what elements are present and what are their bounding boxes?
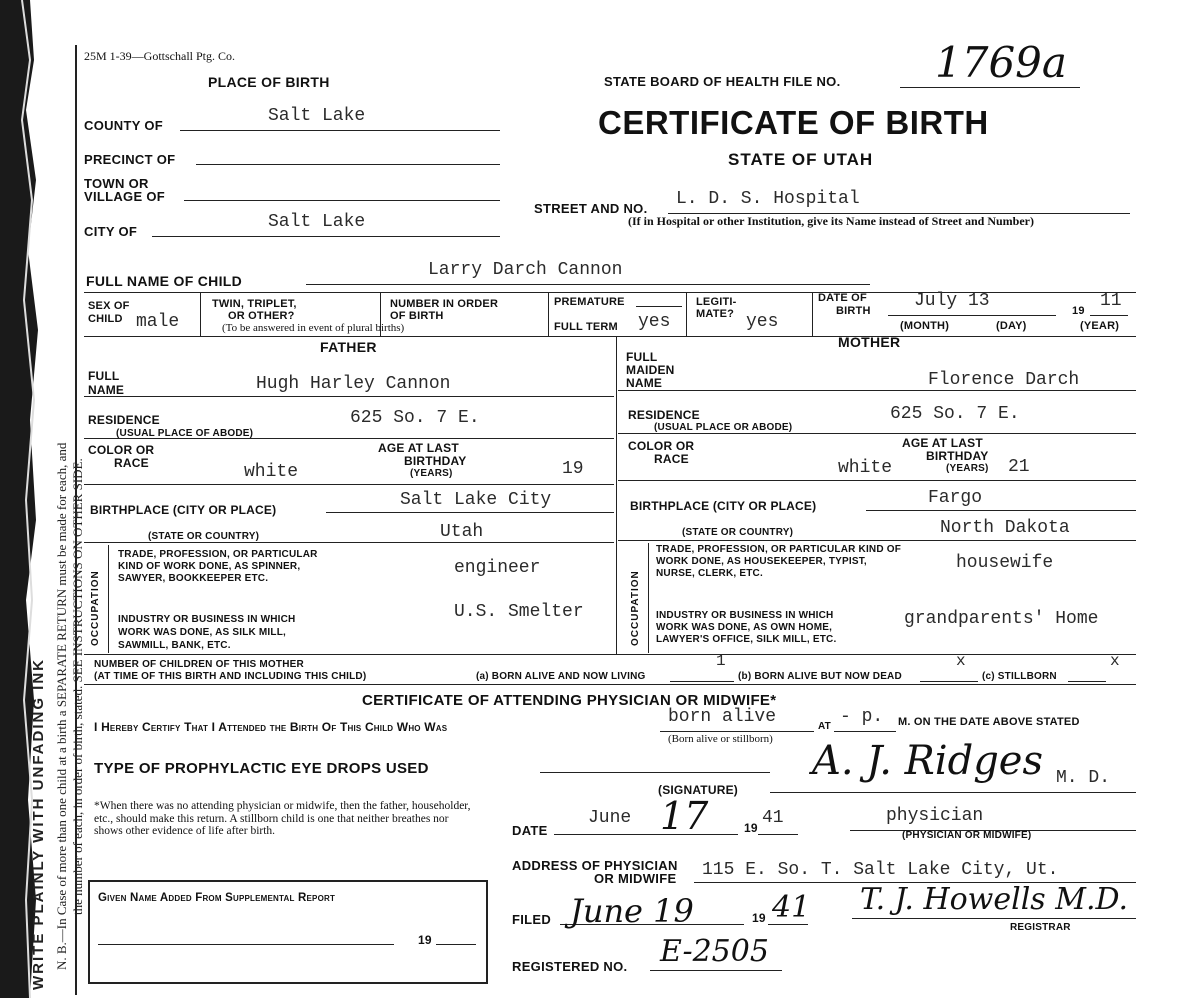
city-value: Salt Lake	[268, 212, 366, 232]
mother-name-label-2: MAIDEN	[626, 363, 675, 377]
children-label-2: (AT TIME OF THIS BIRTH AND INCLUDING THIS CHILD)	[94, 671, 367, 682]
father-age-label-3: (YEARS)	[410, 468, 453, 479]
date-line	[554, 834, 738, 835]
dob-year-prefix: 19	[1072, 305, 1085, 317]
town-label-1: TOWN OR	[84, 176, 149, 191]
registered-value: E-2505	[660, 934, 769, 969]
mother-industry-label-1: INDUSTRY OR BUSINESS IN WHICH	[656, 610, 834, 621]
footnote: *When there was no attending physician or midwife, then the father, householder, etc., should make this return. A stillborn child is one that neither breathes nor shows other evidence of life after birth.	[94, 800, 471, 837]
filed-year: 41	[772, 890, 811, 925]
mother-state-value: North Dakota	[940, 518, 1070, 538]
file-no-label: STATE BOARD OF HEALTH FILE NO.	[604, 74, 841, 89]
mother-residence-sub: (USUAL PLACE OR ABODE)	[654, 422, 793, 433]
child-name-line	[306, 284, 870, 285]
place-of-birth-heading: PLACE OF BIRTH	[208, 74, 330, 90]
certificate-heading: CERTIFICATE OF ATTENDING PHYSICIAN OR MIDWIFE*	[362, 692, 777, 709]
date-label: DATE	[512, 823, 548, 838]
m-label: M. ON THE DATE ABOVE STATED	[898, 716, 1080, 728]
father-birthplace-line	[326, 512, 614, 513]
father-name-label-1: FULL	[88, 369, 120, 383]
dob-year-line	[1090, 315, 1128, 316]
children-c-label: (c) STILLBORN	[982, 671, 1057, 682]
father-state-value: Utah	[440, 522, 484, 542]
mother-birthplace-line	[866, 510, 1136, 511]
father-residence-label: RESIDENCE	[88, 413, 160, 427]
mother-race-label-1: COLOR OR	[628, 439, 695, 453]
dob-year: 11	[1100, 291, 1122, 311]
child-name-label: FULL NAME OF CHILD	[86, 273, 243, 289]
mother-age-label-1: AGE AT LAST	[902, 436, 983, 450]
mother-name-label-1: FULL	[626, 350, 658, 364]
row-bottom-line	[84, 336, 1136, 337]
signature-label: (SIGNATURE)	[658, 783, 738, 797]
children-a-label: (a) BORN ALIVE AND NOW LIVING	[476, 671, 646, 682]
mother-residence-value: 625 So. 7 E.	[890, 404, 1020, 424]
children-top-line	[84, 654, 1136, 655]
eyedrops-line	[540, 772, 770, 773]
mother-race-line	[618, 480, 1136, 481]
mother-race-label-2: RACE	[654, 452, 689, 466]
sex-label-2: CHILD	[88, 313, 123, 325]
dob-label-1: DATE OF	[818, 292, 867, 304]
father-industry-label-2: WORK WAS DONE, AS SILK MILL,	[118, 627, 287, 638]
father-occupation-sep	[108, 545, 109, 653]
registered-label: REGISTERED NO.	[512, 959, 628, 974]
day-label: (DAY)	[996, 320, 1027, 332]
printer-line: 25M 1-39—Gottschall Ptg. Co.	[84, 49, 236, 63]
precinct-line	[196, 164, 500, 165]
father-age-label-2: BIRTHDAY	[404, 454, 467, 468]
mother-industry-value: grandparents' Home	[904, 609, 1099, 629]
month-label: (MONTH)	[900, 320, 950, 332]
county-value: Salt Lake	[268, 106, 366, 126]
father-residence-sub: (USUAL PLACE OF ABODE)	[116, 428, 254, 439]
mother-trade-label-2: WORK DONE, AS HOUSEKEEPER, TYPIST,	[656, 556, 867, 567]
father-industry-value: U.S. Smelter	[454, 602, 584, 622]
order-label-2: OF BIRTH	[390, 310, 444, 322]
mother-age-value: 21	[1008, 457, 1030, 477]
mother-residence-label: RESIDENCE	[628, 408, 700, 422]
year-label: (YEAR)	[1080, 320, 1120, 332]
county-label: COUNTY OF	[84, 118, 164, 133]
father-trade-value: engineer	[454, 558, 541, 578]
children-b-value: x	[956, 652, 966, 670]
father-name-value: Hugh Harley Cannon	[256, 374, 451, 394]
at-label: AT	[818, 721, 831, 732]
sep-1	[200, 292, 201, 336]
state-title: STATE OF UTAH	[728, 150, 874, 169]
children-label-1: NUMBER OF CHILDREN OF THIS MOTHER	[94, 659, 304, 670]
registrar-label: REGISTRAR	[1010, 922, 1071, 933]
city-line	[152, 236, 500, 237]
date-day: 17	[660, 794, 709, 838]
mother-state-line	[618, 540, 1136, 541]
father-race-line	[84, 484, 614, 485]
registrar-signature: T. J. Howells M.D.	[860, 882, 1128, 917]
father-state-line	[84, 542, 614, 543]
md-label: M. D.	[1056, 768, 1111, 788]
mother-name-line	[618, 390, 1136, 391]
registered-line	[650, 970, 782, 971]
mother-race-value: white	[838, 458, 893, 478]
legit-value: yes	[746, 312, 779, 332]
time-value: - p.	[840, 707, 884, 727]
sep-4	[686, 292, 687, 336]
mother-name-value: Florence Darch	[928, 370, 1080, 390]
children-a-value: 1	[716, 652, 726, 670]
role-value: physician	[886, 806, 984, 826]
children-c-line	[1068, 681, 1106, 682]
file-no-value: 1769a	[935, 38, 1067, 87]
father-state-label: (STATE OR COUNTRY)	[148, 531, 260, 542]
filed-date: June 19	[570, 892, 694, 930]
registrar-line	[852, 918, 1136, 919]
sidebar-large-text: WRITE PLAINLY WITH UNFADING INK	[30, 658, 47, 990]
mother-occupation-sep	[648, 543, 649, 653]
sex-label-1: SEX OF	[88, 300, 130, 312]
sidebar-line-1: N. B.—In Case of more than one child at a birth a SEPARATE RETURN must be made for each, and	[54, 442, 69, 970]
address-value: 115 E. So. T. Salt Lake City, Ut.	[702, 860, 1059, 880]
supplemental-year-line	[436, 944, 476, 945]
role-label: (PHYSICIAN OR MIDWIFE)	[902, 830, 1032, 841]
father-name-line	[84, 396, 614, 397]
plural-note: (To be answered in event of plural births)	[222, 322, 405, 334]
eyedrops-label: TYPE OF PROPHYLACTIC EYE DROPS USED	[94, 760, 429, 777]
father-age-label-1: AGE AT LAST	[378, 441, 459, 455]
father-age-value: 19	[562, 459, 584, 479]
town-line	[184, 200, 500, 201]
date-value: June	[588, 808, 632, 828]
certify-text: I Hereby Certify That I Attended the Birth Of This Child Who Was	[94, 720, 448, 734]
children-bottom-line	[84, 684, 1136, 685]
address-label-1: ADDRESS OF PHYSICIAN	[512, 858, 678, 873]
dob-line	[888, 315, 1056, 316]
born-status-note: (Born alive or stillborn)	[668, 733, 773, 745]
sidebar-line-2: the number of each, in order of birth, stated. SEE INSTRUCTIONS ON OTHER SIDE.	[70, 458, 85, 915]
father-residence-value: 625 So. 7 E.	[350, 408, 480, 428]
father-residence-line	[84, 438, 614, 439]
father-trade-label-2: KIND OF WORK DONE, AS SPINNER,	[118, 561, 301, 572]
father-name-label-2: NAME	[88, 383, 125, 397]
street-note: (If in Hospital or other Institution, give its Name instead of Street and Number)	[628, 214, 1034, 228]
twin-label-1: TWIN, TRIPLET,	[212, 298, 297, 310]
sep-5	[812, 292, 813, 336]
filed-year-prefix: 19	[752, 911, 766, 925]
mother-name-label-3: NAME	[626, 376, 663, 390]
mother-age-label-2: BIRTHDAY	[926, 449, 989, 463]
premature-label: PREMATURE	[554, 296, 625, 308]
left-border	[75, 45, 77, 995]
born-status-line	[660, 731, 814, 732]
father-birthplace-value: Salt Lake City	[400, 490, 552, 510]
dob-label-2: BIRTH	[836, 305, 871, 317]
children-b-line	[920, 681, 978, 682]
twin-label-2: OR OTHER?	[228, 310, 295, 322]
supplemental-year-prefix: 19	[418, 933, 432, 947]
children-c-value: x	[1110, 652, 1120, 670]
order-label-1: NUMBER IN ORDER	[390, 298, 499, 310]
supplemental-label: Given Name Added From Supplemental Report	[98, 892, 336, 904]
mother-birthplace-value: Fargo	[928, 488, 983, 508]
premature-line	[636, 306, 682, 307]
mother-residence-line	[618, 433, 1136, 434]
parents-divider	[616, 336, 617, 654]
supplemental-line	[98, 944, 394, 945]
town-label-2: VILLAGE OF	[84, 189, 165, 204]
mother-trade-value: housewife	[956, 553, 1054, 573]
father-birthplace-label: BIRTHPLACE (CITY OR PLACE)	[90, 503, 277, 517]
address-label-2: OR MIDWIFE	[594, 871, 677, 886]
dob-monthday: July 13	[914, 291, 990, 311]
street-label: STREET AND NO.	[534, 201, 648, 216]
physician-signature: A. J. Ridges	[812, 738, 1043, 784]
father-industry-label-1: INDUSTRY OR BUSINESS IN WHICH	[118, 614, 296, 625]
father-race-value: white	[244, 462, 299, 482]
precinct-label: PRECINCT OF	[84, 152, 176, 167]
mother-heading: MOTHER	[838, 334, 901, 350]
time-line	[834, 731, 896, 732]
mother-industry-label-2: WORK WAS DONE, AS OWN HOME,	[656, 622, 833, 633]
city-label: CITY OF	[84, 224, 138, 239]
sep-3	[548, 292, 549, 336]
father-industry-label-3: SAWMILL, BANK, ETC.	[118, 640, 231, 651]
mother-trade-label-3: NURSE, CLERK, ETC.	[656, 568, 763, 579]
certificate-title: CERTIFICATE OF BIRTH	[598, 104, 989, 141]
father-race-label-2: RACE	[114, 456, 149, 470]
date-year-line	[758, 834, 798, 835]
date-year-prefix: 19	[744, 821, 758, 835]
fullterm-value: yes	[638, 312, 671, 332]
mother-occupation-side: OCCUPATION	[630, 570, 641, 646]
file-no-line	[900, 87, 1080, 88]
legit-label-1: LEGITI-	[696, 296, 737, 308]
filed-label: FILED	[512, 912, 552, 927]
father-occupation-side: OCCUPATION	[90, 570, 101, 646]
father-race-label-1: COLOR OR	[88, 443, 155, 457]
fullterm-label: FULL TERM	[554, 321, 618, 333]
father-trade-label-3: SAWYER, BOOKKEEPER ETC.	[118, 573, 269, 584]
born-status-value: born alive	[668, 707, 777, 727]
mother-age-label-3: (YEARS)	[946, 463, 989, 474]
child-name-value: Larry Darch Cannon	[428, 260, 623, 280]
mother-industry-label-3: LAWYER'S OFFICE, SILK MILL, ETC.	[656, 634, 837, 645]
signature-line	[770, 792, 1136, 793]
legit-label-2: MATE?	[696, 308, 735, 320]
father-trade-label-1: TRADE, PROFESSION, OR PARTICULAR	[118, 549, 318, 560]
sex-value: male	[136, 312, 180, 332]
date-year: 41	[762, 808, 784, 828]
county-line	[180, 130, 500, 131]
mother-birthplace-label: BIRTHPLACE (CITY OR PLACE)	[630, 499, 817, 513]
mother-state-label: (STATE OR COUNTRY)	[682, 527, 794, 538]
mother-trade-label-1: TRADE, PROFESSION, OR PARTICULAR KIND OF	[656, 544, 902, 555]
children-b-label: (b) BORN ALIVE BUT NOW DEAD	[738, 671, 902, 682]
children-a-line	[670, 681, 734, 682]
street-value: L. D. S. Hospital	[676, 189, 860, 209]
father-heading: FATHER	[320, 339, 377, 355]
